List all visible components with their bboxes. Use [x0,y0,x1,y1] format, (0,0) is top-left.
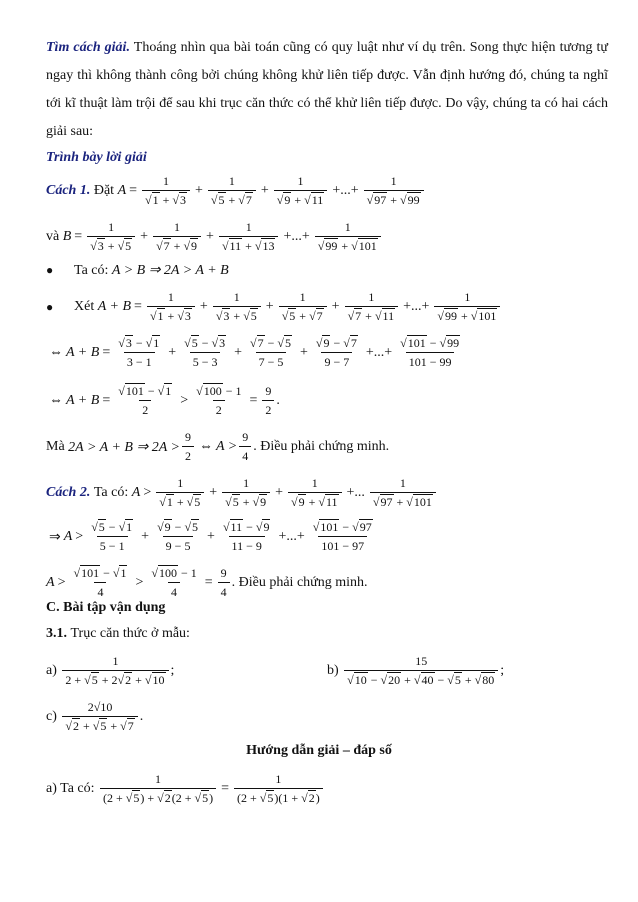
cach2-ta-co: Ta có: [93,485,129,500]
ma-expr: 2A > A + B ⇒ 2A > [68,439,180,455]
cach1-dpcm: . Điều phải chứng minh. [253,439,390,454]
ta-co-expr: A > B ⇒ 2A > A + B [111,263,229,278]
cach1-dat: Đặt [93,183,115,198]
equiv-line-2: ⇔ A + B = √ $\frac{101 - √ 1}{2}$ > √ $\frac{100 - 1}{2}$ = $\frac{9}{2}$ . [46,384,280,418]
ma-label: Mà [46,439,65,454]
cach1-label: Cách 1. [46,183,91,198]
cach1-va: và [46,229,60,244]
ex31-b: b) 15 √ 10 − √ 20 + √ 40 − √ 5 + √ 80 ; [327,654,504,688]
cach1-def-a: Cách 1. Đặt A = 1 √ 1 + √ 3 + 1 √ 5 + √ 7 + 1 √ 9 + √ 11 +...+ 1 √ 97 + √ 99 [46,174,426,208]
ex31-title: 3.1. Trục căn thức ở mẫu: [46,626,190,641]
bullet-xet: ● Xét A + B = 1 √ 1 + √ 3 + 1 √ 3 + √ 5 + 1 √ 5 + √ 7 + 1 √ 7 + √ 11 +...+ 1 √ 99 + √ 101 [46,290,502,324]
ex31-b-num: 15 [415,654,428,668]
ma-line: Mà 2A > A + B ⇒ 2A > $\frac{9}{2}$ ⇔ A > $\frac{9}{4}$ . Điều phải chứng minh. [46,430,390,463]
intro-text: Thoáng nhìn qua bài toán cũng có quy luật như ví dụ trên. Song thực hiện tương tự ngay thì không thành công bởi chúng không khử liên tiếp được. Vẫn định hướng đó, chúng ta nghĩ tới kĩ thuật làm trội để sau khi trục căn thức có thể khử liên tiếp được. Do vậy, chúng ta có hai cách giải sau: [46,40,608,139]
intro-label: Tìm cách giải. [46,40,130,55]
ex31-c-num: 2√10 [87,700,113,714]
section-c-heading: C. Bài tập vận dụng [46,600,166,615]
bullet-ta-co: ● Ta có: A > B ⇒ 2A > A + B [46,262,229,278]
cach2-implies: ⇒ A > √ $\frac{5 - √ 1}{5 - 1}$ + √ $\frac{9 - √ 5}{9 - 5}$ + √ $\frac{11 - √ 9}{11 - 9}$ +...+ √ $\frac{101 - √ 97}{101 - 97}$ [46,520,378,554]
ex31-a: a) $\frac{1}{2 + √ 5 + 2√ 2 + √ 10}$ ; [46,654,174,688]
cach2-line: Cách 2. Ta có: A > 1 √ 1 + √ 5 + 1 √ 5 + √ 9 + 1 √ 9 + √ 11 +... 1 √ 97 + √ 101 [46,476,438,510]
ex31-c: c) 2√10 √ 2 + √ 5 + √ 7 . [46,700,143,734]
ex31-a-label: a) [46,663,57,678]
intro-paragraph [46,34,608,146]
answers-heading: Hướng dẫn giải – đáp số [246,743,392,758]
cach1-def-b: và B = 1 √ 3 + √ 5 + 1 √ 7 + √ 9 + 1 √ 11 + √ 13 +...+ 1 √ 99 + √ 101 [46,220,383,254]
ta-co-label: Ta có: [74,262,109,278]
equiv-line-1: ⇔ A + B = √ $\frac{3 - √ 1}{3 - 1}$ + √ $\frac{5 - √ 3}{5 - 3}$ + √ $\frac{7 - √ 5}{7 - 5}$ + √ $\frac{9 - √ 7}{9 - 7}$ +...+ √ $\frac{101 - √ 99}{101 - 99}$ [46,336,465,370]
ex31-b-label: b) [327,663,339,678]
xet-label: Xét [74,299,95,314]
answer-a-label: a) Ta có: [46,781,95,796]
cach2-label: Cách 2. [46,485,91,500]
ex31-c-label: c) [46,709,57,724]
cach2-result: A > √ $\frac{101 - √ 1}{4}$ > √ $\frac{100 - 1}{4}$ = $\frac{9}{4}$ . Điều phải chứng minh. [46,566,368,600]
cach2-dpcm: . Điều phải chứng minh. [231,575,368,590]
answer-a: a) Ta có: $\frac{1}{(2 + √ 5) + √ 2(2 + √ 5)}$ = $\frac{1}{(2 + √ 5)(1 + √ 2)}$ [46,772,325,806]
solution-heading: Trình bày lời giải [46,150,147,165]
